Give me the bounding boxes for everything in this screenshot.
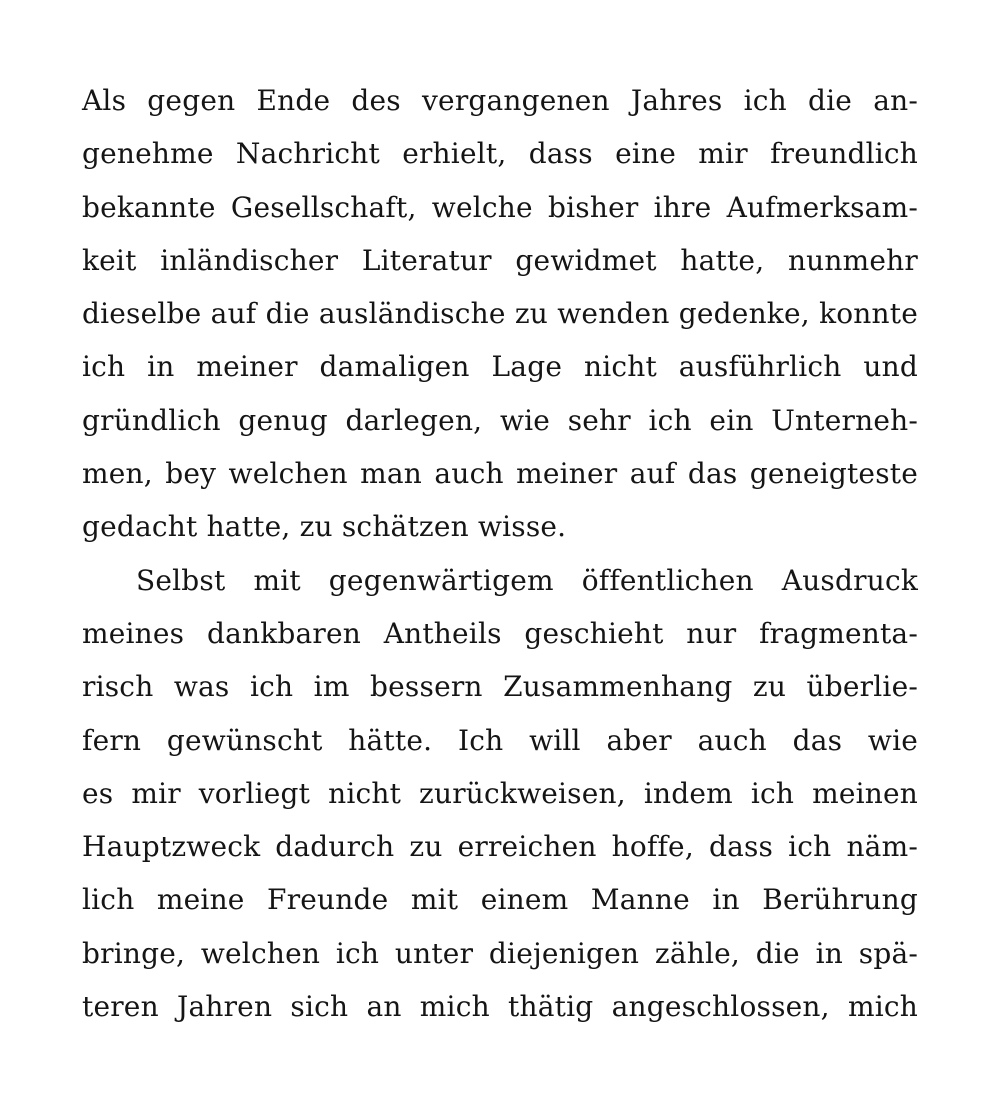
text-line: genehme Nachricht erhielt, dass eine mir freundlich (82, 137, 918, 171)
text-line: teren Jahren sich an mich thätig angeschlossen, mich (82, 990, 918, 1024)
body-text (82, 74, 918, 1033)
text-line: risch was ich im bessern Zusammenhang zu überlie- (82, 670, 918, 704)
text-line: Selbst mit gegenwärtigem öffentlichen Ausdruck (136, 563, 918, 597)
paragraph-2 (82, 554, 918, 1034)
text-line: men, bey welchen man auch meiner auf das geneigteste (82, 457, 918, 491)
text-line: gründlich genug darlegen, wie sehr ich ein Unterneh- (82, 403, 918, 437)
text-line: gedacht hatte, zu schätzen wisse. (82, 510, 567, 544)
text-line: Hauptzweck dadurch zu erreichen hoffe, dass ich näm- (82, 830, 918, 864)
text-line: es mir vorliegt nicht zurückweisen, indem ich meinen (82, 776, 918, 810)
text-line: dieselbe auf die ausländische zu wenden gedenke, konnte (82, 297, 918, 331)
text-line: ich in meiner damaligen Lage nicht ausführlich und (82, 350, 918, 384)
text-line: keit inländischer Literatur gewidmet hatte, nunmehr (82, 243, 918, 277)
text-line: bekannte Gesellschaft, welche bisher ihre Aufmerksam- (82, 190, 918, 224)
text-line: meines dankbaren Antheils geschieht nur fragmenta- (82, 616, 918, 650)
text-line: Als gegen Ende des vergangenen Jahres ich die an- (82, 84, 918, 117)
text-line: lich meine Freunde mit einem Manne in Berührung (82, 883, 918, 917)
paragraph-1 (82, 74, 918, 554)
text-line: bringe, welchen ich unter diejenigen zähle, die in spä- (82, 936, 918, 970)
text-line: fern gewünscht hätte. Ich will aber auch das wie (82, 723, 918, 757)
